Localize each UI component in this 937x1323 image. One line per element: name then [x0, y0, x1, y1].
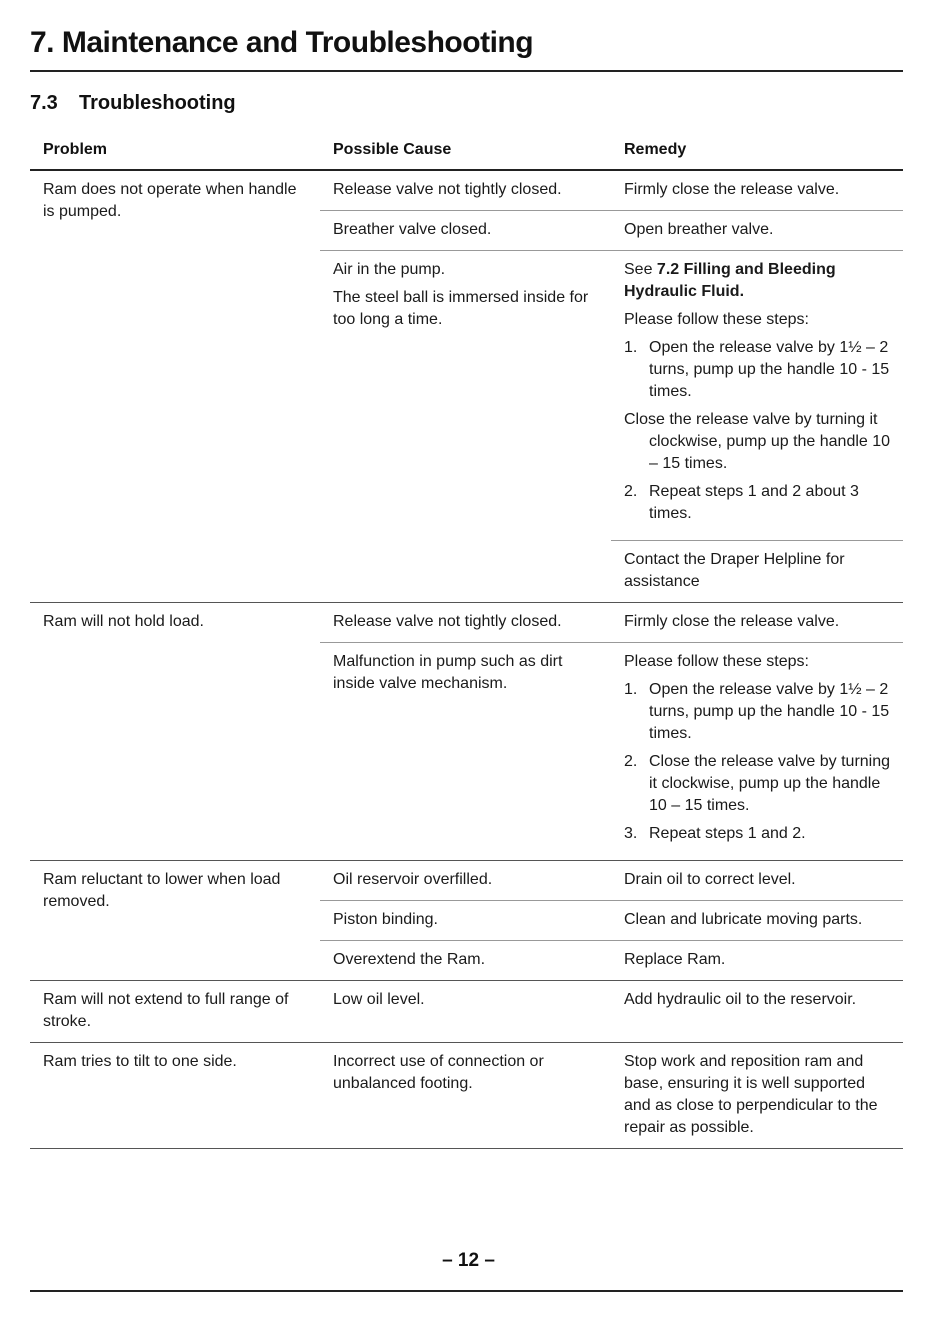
cause-cell: Breather valve closed.	[333, 221, 492, 238]
remedy-cell	[611, 251, 903, 541]
cause-cell: Piston binding.	[333, 911, 438, 928]
cause-cell	[320, 251, 611, 602]
table-row-group	[30, 603, 903, 861]
remedy-cell	[611, 643, 903, 860]
problem-cell: Ram does not operate when handle is pumped.	[43, 181, 297, 220]
table-row	[320, 643, 903, 860]
list-item	[624, 751, 895, 817]
cause-cell: Overextend the Ram.	[333, 951, 486, 968]
cause-cell: Low oil level.	[333, 991, 425, 1008]
steps-intro: Please follow these steps:	[624, 311, 809, 328]
remedy-cell: Replace Ram.	[624, 951, 726, 968]
column-header-problem: Problem	[43, 141, 108, 158]
troubleshooting-table	[30, 135, 903, 1149]
remedy-cell: Open breather valve.	[624, 221, 774, 238]
footer-rule	[30, 1290, 903, 1292]
list-item	[624, 481, 895, 525]
list-item	[624, 337, 895, 403]
cause-cell: Incorrect use of connection or unbalanced footing.	[333, 1053, 544, 1092]
page-title: 7. Maintenance and Troubleshooting	[30, 26, 534, 59]
remedy-cell: Stop work and reposition ram and base, ensuring it is well supported and as close to perpendicular to the repair as possible.	[624, 1053, 878, 1136]
problem-cell: Ram tries to tilt to one side.	[43, 1053, 237, 1070]
table-row-group	[30, 861, 903, 981]
table-row	[320, 603, 903, 643]
list-text: Repeat steps 1 and 2.	[649, 825, 806, 842]
list-text: Open the release valve by 1½ – 2 turns, pump up the handle 10 - 15 times.	[649, 681, 890, 742]
table-row-group	[30, 171, 903, 603]
cause-cell: Release valve not tightly closed.	[333, 181, 562, 198]
table-row-group	[30, 981, 903, 1043]
see-reference	[624, 259, 895, 303]
list-number: 1.	[624, 681, 638, 698]
list-text: Open the release valve by 1½ – 2 turns, pump up the handle 10 - 15 times.	[649, 339, 890, 400]
remedy-cell: Drain oil to correct level.	[624, 871, 796, 888]
cause-cell: Release valve not tightly closed.	[333, 613, 562, 630]
list-text: Repeat steps 1 and 2 about 3 times.	[649, 483, 859, 522]
remedy-cell: Clean and lubricate moving parts.	[624, 911, 863, 928]
section-heading	[30, 92, 236, 115]
steps-intro: Please follow these steps:	[624, 653, 809, 670]
cause-text: Air in the pump.	[333, 261, 446, 278]
list-item	[624, 679, 895, 745]
table-row	[320, 251, 903, 602]
table-row	[320, 861, 903, 901]
table-row-group	[30, 1043, 903, 1149]
cause-cell: Oil reservoir overfilled.	[333, 871, 493, 888]
list-item	[624, 823, 895, 845]
table-row	[320, 1043, 903, 1148]
table-row	[320, 981, 903, 1020]
column-header-remedy: Remedy	[624, 141, 687, 158]
remedy-cell: Add hydraulic oil to the reservoir.	[624, 991, 857, 1008]
table-row	[320, 171, 903, 211]
remedy-cell: Contact the Draper Helpline for assistance	[624, 551, 845, 590]
section-reference: 7.2 Filling and Bleeding Hydraulic Fluid.	[624, 261, 836, 300]
table-row	[320, 211, 903, 251]
remedy-cell: Firmly close the release valve.	[624, 613, 840, 630]
see-prefix: See	[624, 261, 657, 278]
remedy-column	[611, 251, 903, 602]
list-number: 2.	[624, 483, 638, 500]
title-rule	[30, 70, 903, 72]
cause-text: The steel ball is immersed inside for too long a time.	[333, 289, 589, 328]
section-title: Troubleshooting	[79, 92, 236, 114]
list-number: 1.	[624, 339, 638, 356]
table-header-row	[30, 135, 903, 171]
list-number: 3.	[624, 825, 638, 842]
table-row	[320, 901, 903, 941]
list-item: Close the release valve by turning it clockwise, pump up the handle 10 – 15 times.	[624, 411, 891, 472]
problem-cell: Ram reluctant to lower when load removed.	[43, 871, 281, 910]
remedy-cell: Firmly close the release valve.	[624, 181, 840, 198]
page-number: – 12 –	[442, 1250, 495, 1271]
problem-cell: Ram will not extend to full range of stroke.	[43, 991, 289, 1030]
table-row	[320, 941, 903, 980]
cause-cell: Malfunction in pump such as dirt inside valve mechanism.	[333, 653, 563, 692]
section-number: 7.3	[30, 92, 58, 114]
list-number: 2.	[624, 753, 638, 770]
list-text: Close the release valve by turning it clockwise, pump up the handle 10 – 15 times.	[649, 753, 891, 814]
problem-cell: Ram will not hold load.	[43, 613, 204, 630]
column-header-cause: Possible Cause	[333, 141, 452, 158]
